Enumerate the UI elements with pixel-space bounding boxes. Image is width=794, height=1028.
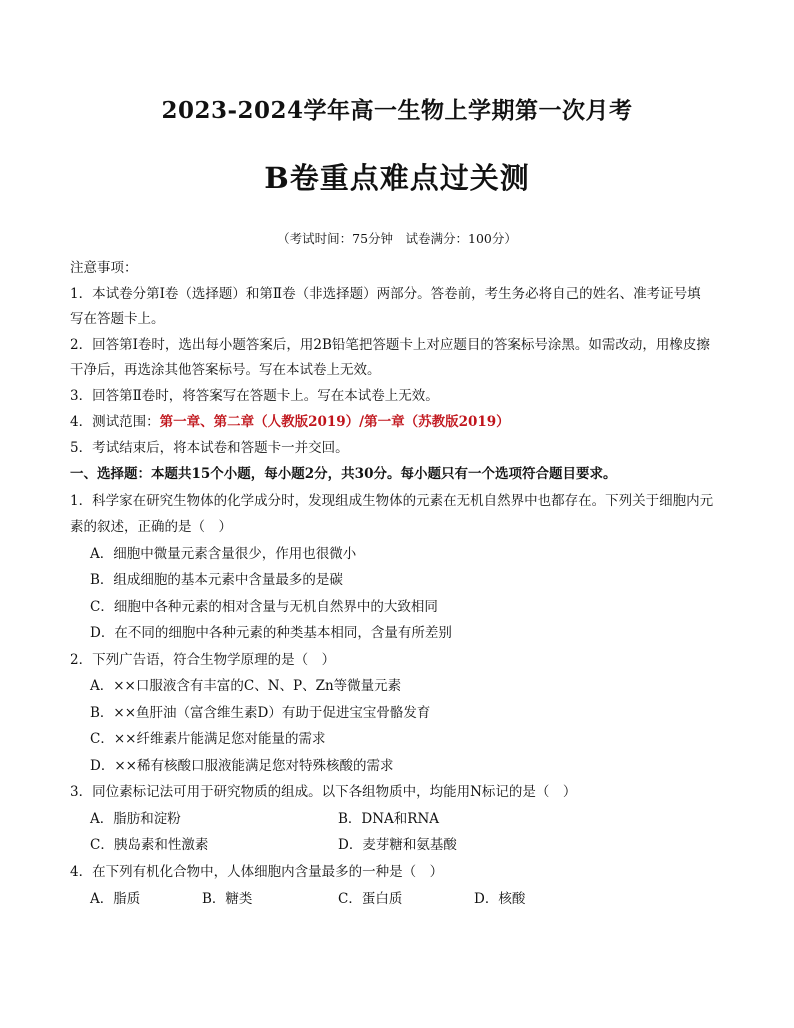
q1-option-c: C．细胞中各种元素的相对含量与无机自然界中的大致相同 [90, 599, 438, 615]
q1-stem-line-2: 素的叙述，正确的是（ ） [70, 519, 232, 535]
q3-option-c: C．胰岛素和性激素 [90, 837, 209, 853]
notice-item-1-line-2: 写在答题卡上。 [70, 311, 165, 327]
q4-stem: 4．在下列有机化合物中，人体细胞内含量最多的一种是（ ） [70, 864, 444, 880]
q1-option-a: A．细胞中微量元素含量很少，作用也很微小 [90, 546, 357, 562]
q2-option-d: D．××稀有核酸口服液能满足您对特殊核酸的需求 [90, 758, 394, 774]
notice-item-2-line-2: 干净后，再选涂其他答案标号。写在本试卷上无效。 [70, 362, 381, 378]
notice-item-4-prefix: 4．测试范围： [70, 414, 160, 430]
q1-option-d: D．在不同的细胞中各种元素的种类基本相同，含量有所差别 [90, 625, 452, 641]
notice-item-4 [70, 412, 510, 432]
q4-option-d: D．核酸 [474, 891, 526, 907]
q2-option-c: C．××纤维素片能满足您对能量的需求 [90, 731, 326, 747]
notice-heading: 注意事项： [70, 260, 138, 276]
q1-option-b: B．组成细胞的基本元素中含量最多的是碳 [90, 572, 343, 588]
notice-item-2-line-1: 2．回答第Ⅰ卷时，选出每小题答案后，用2B铅笔把答题卡上对应题目的答案标号涂黑。如需改动，用橡皮擦 [70, 337, 710, 353]
exam-subtitle: B卷重点难点过关测 [264, 161, 530, 195]
q4-option-c: C．蛋白质 [338, 891, 403, 907]
notice-item-1-line-1: 1．本试卷分第Ⅰ卷（选择题）和第Ⅱ卷（非选择题）两部分。答卷前，考生务必将自己的姓名、准考证号填 [70, 286, 701, 302]
notice-item-3: 3．回答第Ⅱ卷时，将答案写在答题卡上。写在本试卷上无效。 [70, 388, 439, 404]
notice-item-4-range: 第一章、第二章（人教版2019）/第一章（苏教版2019） [159, 414, 510, 430]
q4-option-a: A．脂质 [90, 891, 141, 907]
q3-option-b: B．DNA和RNA [338, 811, 440, 827]
q2-option-b: B．××鱼肝油（富含维生素D）有助于促进宝宝骨骼发育 [90, 705, 431, 721]
q4-option-b: B．糖类 [202, 891, 253, 907]
q3-option-d: D．麦芽糖和氨基酸 [338, 837, 457, 853]
section-heading: 一、选择题：本题共15个小题，每小题2分，共30分。每小题只有一个选项符合题目要求。 [70, 466, 617, 482]
q2-stem: 2．下列广告语，符合生物学原理的是（ ） [70, 652, 336, 668]
q3-option-a: A．脂肪和淀粉 [90, 811, 181, 827]
q2-option-a: A．××口服液含有丰富的C、N、P、Zn等微量元素 [90, 678, 402, 694]
exam-title: 2023-2024学年高一生物上学期第一次月考 [161, 97, 633, 124]
q1-stem-line-1: 1．科学家在研究生物体的化学成分时，发现组成生物体的元素在无机自然界中也都存在。下列关于细胞内元 [70, 493, 714, 509]
exam-info: （考试时间：75分钟 试卷满分：100分） [277, 231, 517, 246]
notice-item-5: 5．考试结束后，将本试卷和答题卡一并交回。 [70, 440, 349, 456]
q3-stem: 3．同位素标记法可用于研究物质的组成。以下各组物质中，均能用N标记的是（ ） [70, 784, 577, 800]
